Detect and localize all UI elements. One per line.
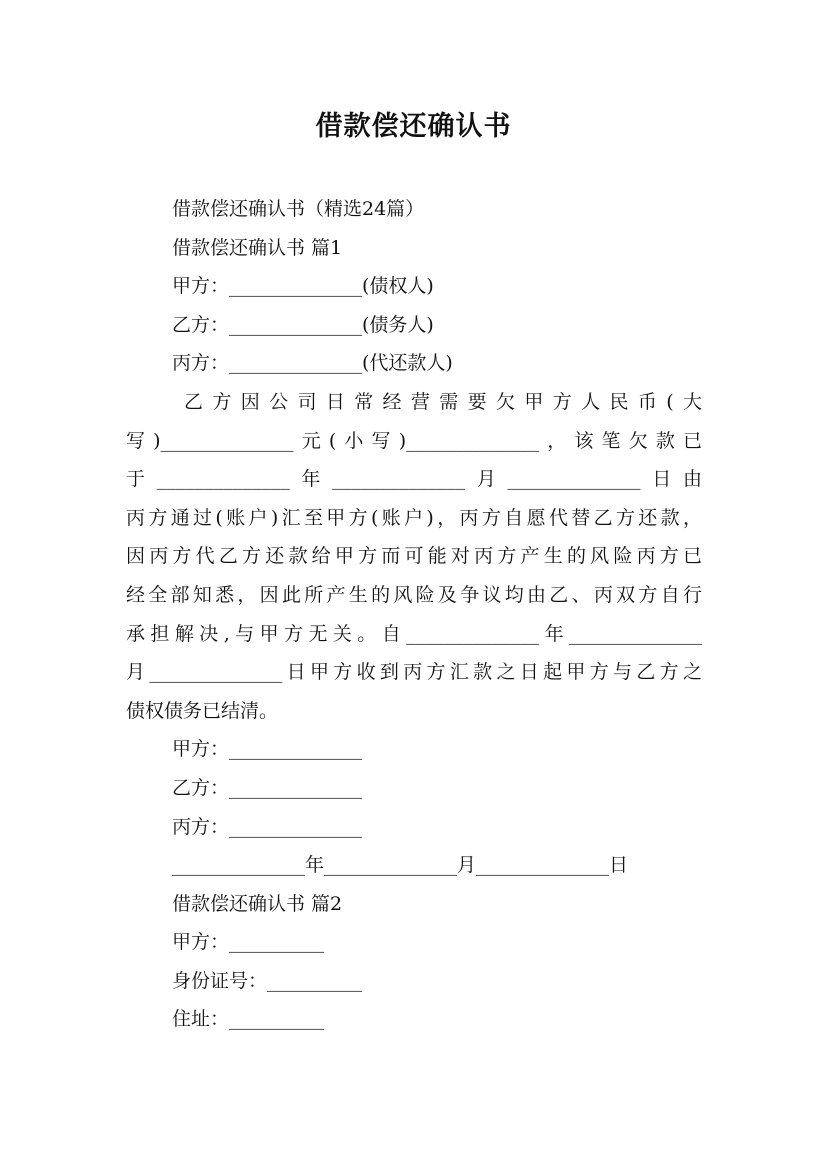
- section-heading-1: 借款偿还确认书 篇1: [172, 236, 343, 259]
- party-b-line: 乙方：______________(债务人): [172, 313, 434, 336]
- paragraph-line: 月______________日甲方收到丙方汇款之日起甲方与乙方之: [126, 661, 702, 684]
- signature-party-c: 丙方：______________: [172, 815, 363, 838]
- paragraph-line: 乙方因公司日常经营需要欠甲方人民币(大: [184, 390, 702, 413]
- signature-date: ______________年______________月______________日: [172, 854, 629, 877]
- paragraph-line: 经全部知悉，因此所产生的风险及争议均由乙、丙双方自行: [126, 583, 702, 606]
- paragraph-line: 写)______________元(小写)______________，该笔欠款已: [126, 429, 702, 452]
- main-paragraph: [126, 383, 702, 730]
- document-body: [126, 190, 702, 1039]
- subtitle-line: 借款偿还确认书（精选24篇）: [172, 198, 425, 220]
- section-heading-2: 借款偿还确认书 篇2: [172, 892, 343, 915]
- paragraph-line: 承担解决,与甲方无关。自______________年______________: [126, 622, 702, 645]
- s2-party-a-line: 甲方：__________: [172, 931, 325, 954]
- s2-address-line: 住址：__________: [172, 1008, 325, 1031]
- paragraph-line: 债权债务已结清。: [126, 699, 279, 722]
- signature-party-b: 乙方：______________: [172, 776, 363, 799]
- party-c-line: 丙方：______________(代还款人): [172, 352, 453, 375]
- paragraph-line: 丙方通过(账户)汇至甲方(账户)，丙方自愿代替乙方还款，: [126, 506, 702, 529]
- s2-id-number-line: 身份证号：__________: [172, 969, 363, 992]
- paragraph-line: 于______________年______________月______________日由: [126, 468, 702, 491]
- signature-party-a: 甲方：______________: [172, 738, 363, 761]
- party-a-line: 甲方：______________(债权人): [172, 275, 434, 298]
- document-title: 借款偿还确认书: [315, 111, 512, 142]
- paragraph-line: 因丙方代乙方还款给甲方而可能对丙方产生的风险丙方已: [126, 545, 702, 568]
